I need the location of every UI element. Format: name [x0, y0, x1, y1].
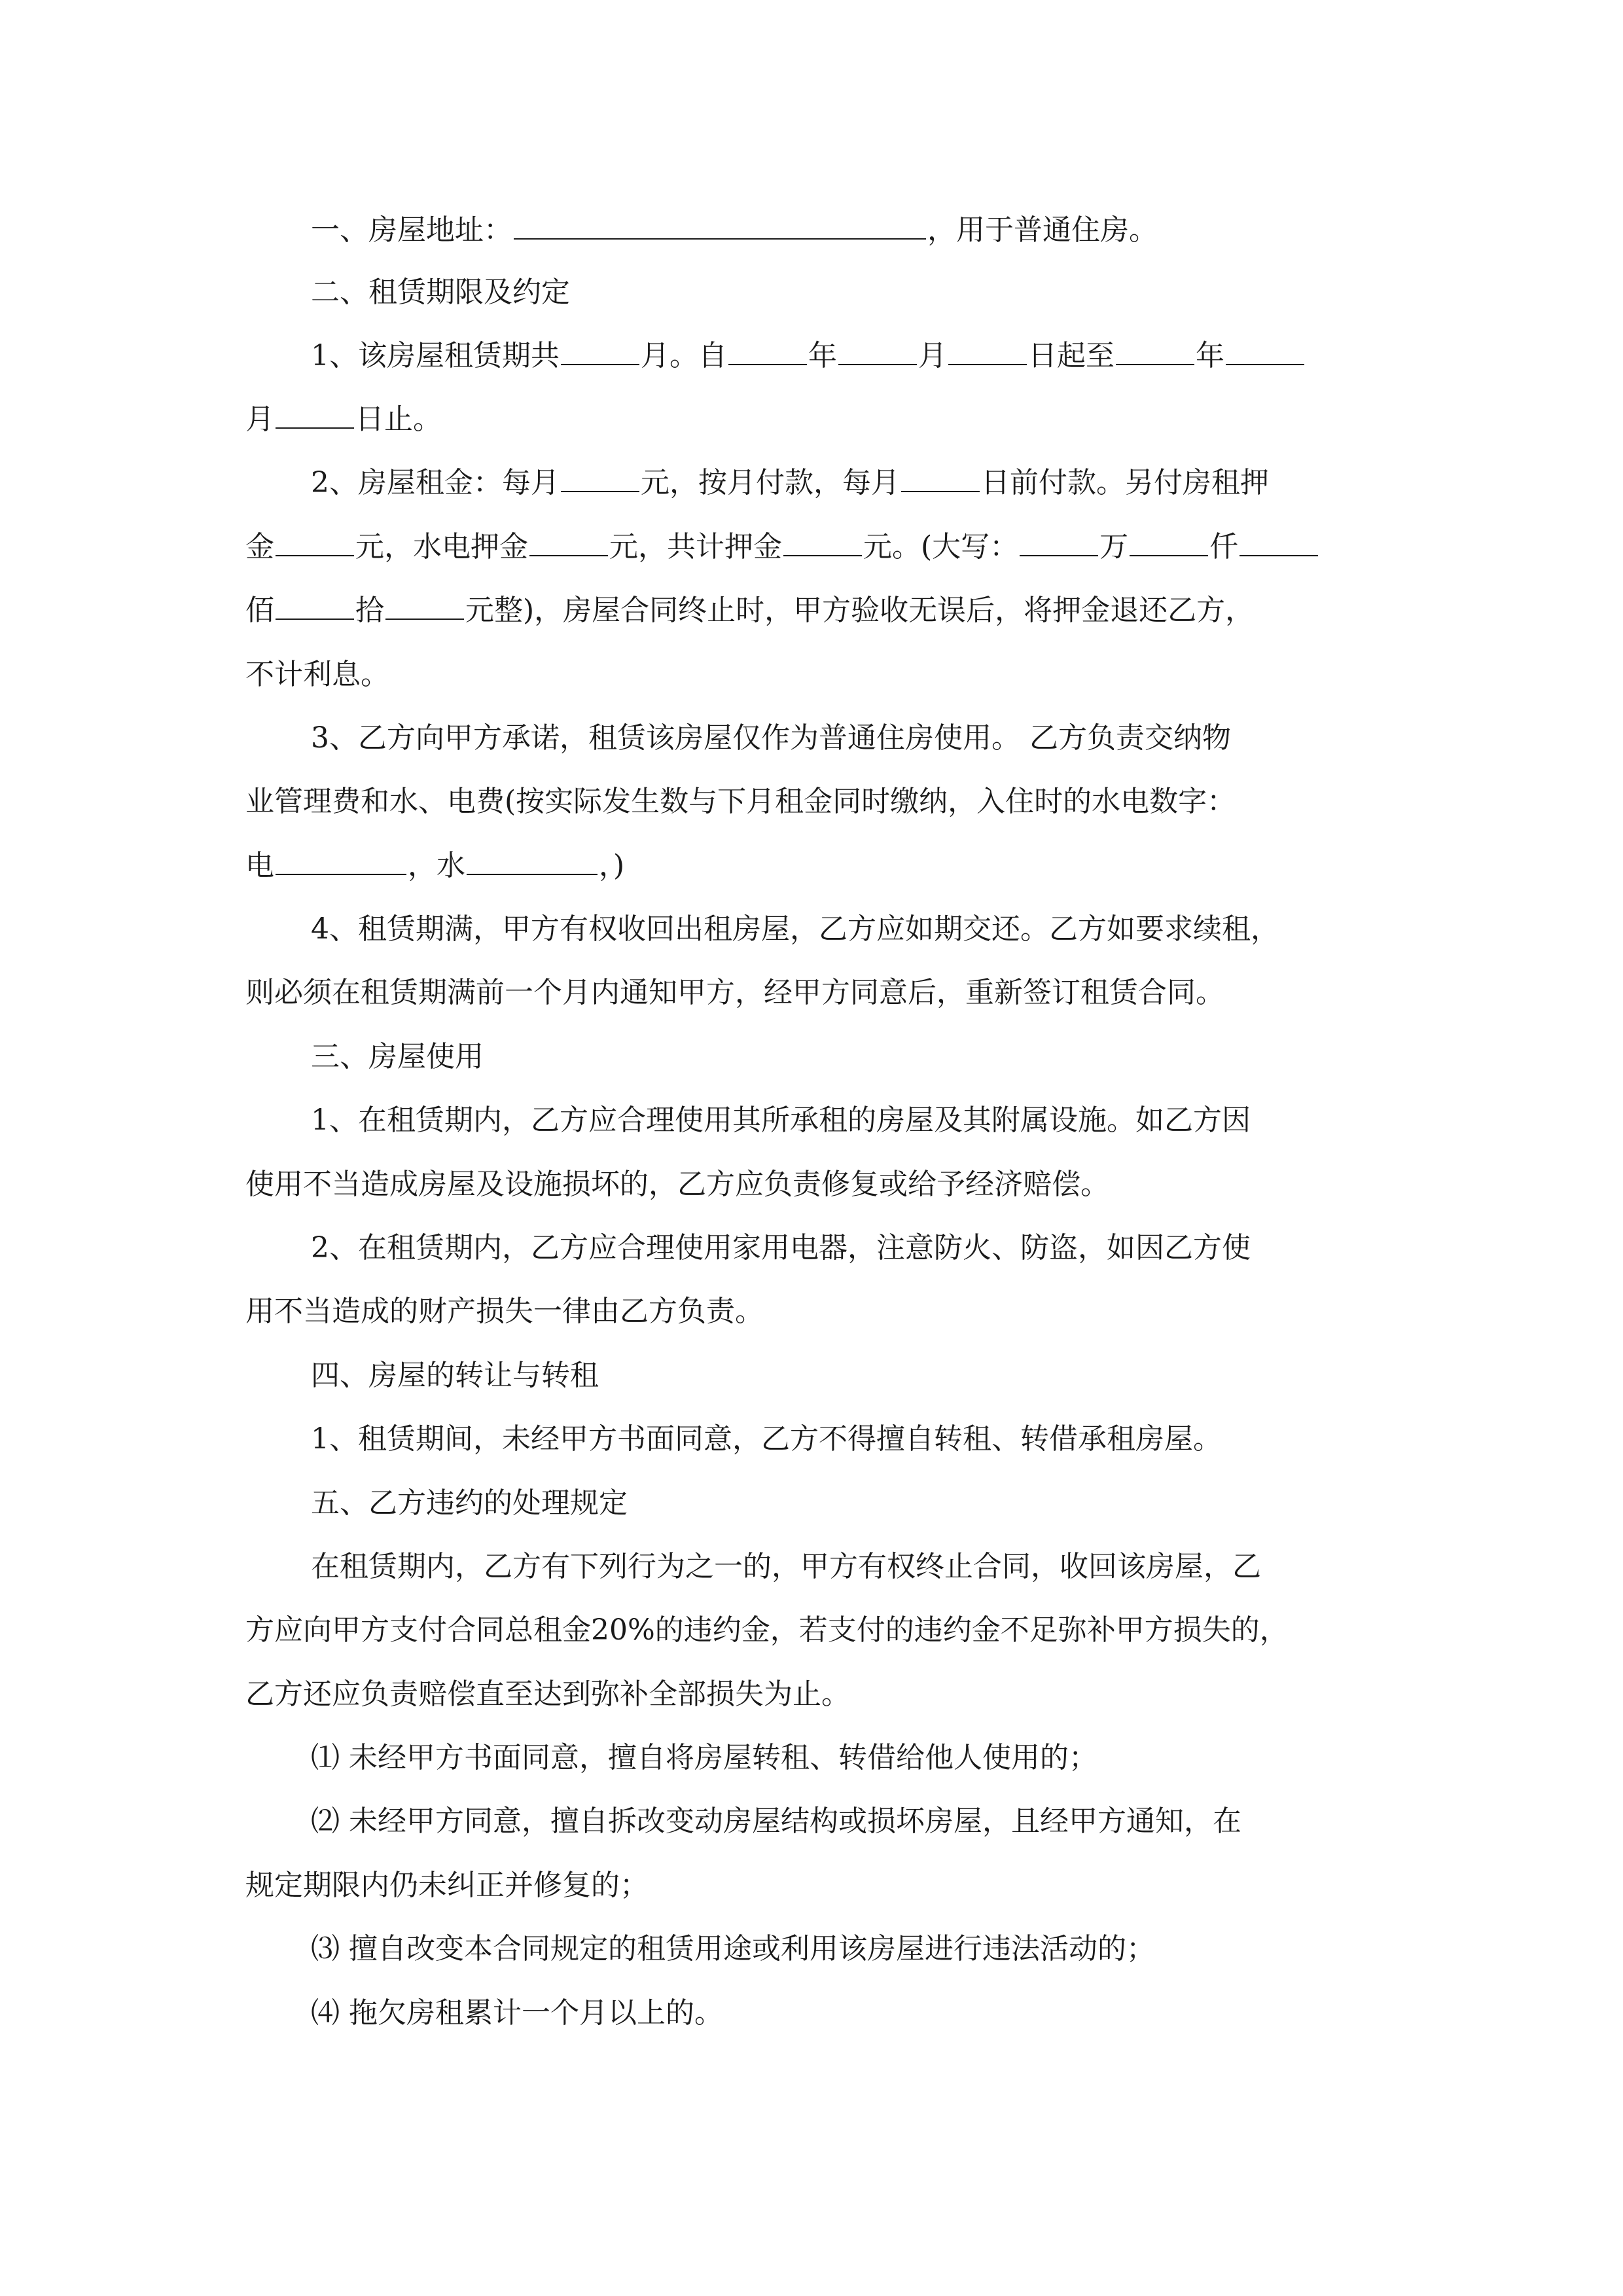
paragraph-line: 2、在租赁期内，乙方应合理使用家用电器，注意防火、防盗，如因乙方使 [311, 1231, 1251, 1265]
text-segment: 元，共计押金 [609, 530, 782, 564]
text-segment: 年 [808, 339, 837, 372]
fill-blank-electricity [276, 848, 406, 875]
paragraph-line: 使用不当造成房屋及设施损坏的，乙方应负责修复或给予经济赔偿。 [245, 1168, 1109, 1201]
fill-blank [561, 465, 639, 492]
clause-lease-term [311, 336, 1306, 376]
paragraph-line: 乙方还应负责赔偿直至达到弥补全部损失为止。 [245, 1677, 850, 1711]
paragraph-line: 在租赁期内，乙方有下列行为之一的，甲方有权终止合同，收回该房屋，乙 [311, 1550, 1261, 1583]
fill-blank [1020, 529, 1098, 556]
text-segment: 元。(大写： [863, 530, 1019, 564]
fill-blank [948, 338, 1027, 365]
fill-blank [276, 401, 354, 429]
text-segment: 日前付款。另付房租押 [981, 466, 1269, 499]
text-segment: 金 [245, 530, 274, 564]
paragraph-line: 4、租赁期满，甲方有权收回出租房屋，乙方应如期交还。乙方如要求续租， [311, 912, 1279, 946]
fill-blank [1130, 529, 1208, 556]
text-segment: 1、该房屋租赁期共 [311, 339, 560, 372]
section-heading: 三、房屋使用 [311, 1040, 484, 1073]
text-segment: 月。自 [641, 339, 727, 372]
fill-blank [1240, 529, 1318, 556]
text-segment: 元，水电押金 [355, 530, 528, 564]
fill-blank [561, 338, 639, 365]
text-segment: 万 [1099, 530, 1129, 564]
list-item: ⑷ 拖欠房租累计一个月以上的。 [311, 1996, 723, 2030]
clause-rent-deposit-cont [245, 591, 1254, 630]
fill-blank [276, 529, 354, 556]
paragraph-line: 1、在租赁期内，乙方应合理使用其所承租的房屋及其附属设施。如乙方因 [311, 1103, 1251, 1137]
fill-blank [901, 465, 980, 492]
text-segment: 日止。 [355, 403, 442, 436]
text-segment: ，水 [408, 849, 465, 882]
text-segment: 2、房屋租金：每月 [311, 466, 560, 499]
text-segment: ，) [599, 849, 625, 882]
paragraph-line: 则必须在租赁期满前一个月内通知甲方，经甲方同意后，重新签订租赁合同。 [245, 976, 1224, 1009]
clause-utility-readings [245, 846, 624, 886]
fill-blank [783, 529, 862, 556]
paragraph-line: 业管理费和水、电费(按实际发生数与下月租金同时缴纳，入住时的水电数字： [245, 785, 1236, 818]
text-segment: 月 [918, 339, 947, 372]
fill-blank [1226, 338, 1304, 365]
section-heading: 二、租赁期限及约定 [311, 276, 570, 309]
list-item: ⑶ 擅自改变本合同规定的租赁用途或利用该房屋进行违法活动的； [311, 1932, 1155, 1965]
section-heading: 五、乙方违约的处理规定 [311, 1486, 628, 1520]
list-item: ⑴ 未经甲方书面同意，擅自将房屋转租、转借给他人使用的； [311, 1741, 1097, 1774]
paragraph-line: 1、租赁期间，未经甲方书面同意，乙方不得擅自转租、转借承租房屋。 [311, 1422, 1222, 1456]
paragraph-line: 不计利息。 [245, 658, 389, 691]
fill-blank [276, 592, 354, 620]
text-segment: 一、房屋地址： [311, 213, 512, 247]
text-segment: 元，按月付款，每月 [641, 466, 900, 499]
clause-rent-deposit [245, 528, 1319, 567]
paragraph-line: 方应向甲方支付合同总租金20%的违约金，若支付的违约金不足弥补甲方损失的， [245, 1613, 1289, 1647]
text-segment: 元整)，房屋合同终止时，甲方验收无误后，将押金退还乙方， [465, 594, 1255, 627]
paragraph-line: 3、乙方向甲方承诺，租赁该房屋仅作为普通住房使用。 乙方负责交纳物 [311, 721, 1231, 755]
fill-blank [529, 529, 608, 556]
fill-blank-water [467, 848, 597, 875]
fill-blank [385, 592, 464, 620]
clause-lease-term-cont [245, 400, 442, 439]
paragraph-line: 用不当造成的财产损失一律由乙方负责。 [245, 1295, 764, 1328]
section-heading: 四、房屋的转让与转租 [311, 1359, 599, 1392]
fill-blank [1116, 338, 1194, 365]
text-segment: 年 [1196, 339, 1224, 372]
list-item: ⑵ 未经甲方同意，擅自拆改变动房屋结构或损坏房屋，且经甲方通知，在 [311, 1804, 1241, 1838]
text-segment: ，用于普通住房。 [927, 213, 1158, 247]
paragraph-line: 规定期限内仍未纠正并修复的； [245, 1869, 649, 1902]
text-segment: 佰 [245, 594, 274, 627]
fill-blank-address [514, 212, 926, 240]
text-segment: 日起至 [1028, 339, 1115, 372]
text-segment: 电 [245, 849, 274, 882]
text-segment: 仟 [1209, 530, 1239, 564]
text-segment: 月 [245, 403, 274, 436]
clause-address [311, 211, 1158, 250]
fill-blank [838, 338, 917, 365]
fill-blank [728, 338, 807, 365]
clause-rent [311, 463, 1269, 503]
text-segment: 拾 [355, 594, 384, 627]
